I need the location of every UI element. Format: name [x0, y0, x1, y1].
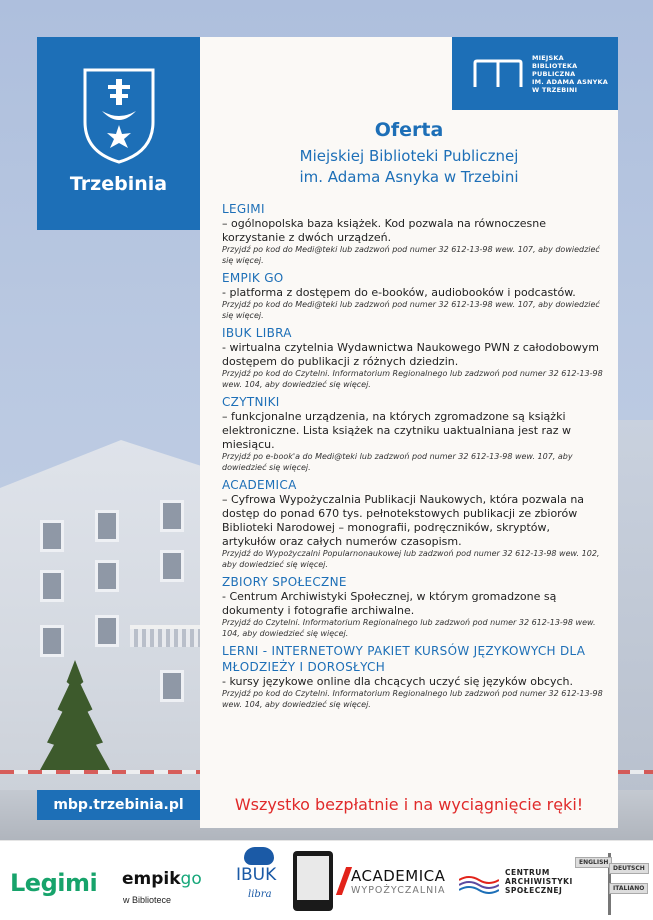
cas-line: ARCHIWISTYKI	[505, 877, 573, 886]
academica-label: ACADEMICA	[351, 867, 446, 885]
offer-note: Przyjdź do Czytelni. Informatorium Regionalnego lub zadzwoń pod numer 32 612-13-98 wew. 104, aby dowiedzieć się więcej.	[222, 618, 596, 638]
offer-lerni	[222, 643, 607, 710]
offer-description: - kursy językowe online dla chcących uczyć się języków obcych.	[222, 675, 574, 688]
page-subtitle-2: im. Adama Asnyka w Trzebini	[299, 168, 519, 186]
balcony	[130, 625, 200, 647]
language-signpost-icon	[575, 849, 647, 915]
offer-heading: LEGIMI	[222, 202, 265, 216]
offer-heading: ZBIORY SPOŁECZNE	[222, 575, 347, 589]
library-m-icon	[472, 59, 524, 89]
building-window	[160, 500, 184, 532]
sign-english: ENGLISH	[575, 857, 612, 868]
ibuk-libra-logo	[236, 847, 284, 907]
offer-heading: EMPIK GO	[222, 271, 284, 285]
partner-logos	[0, 840, 653, 920]
offer-heading: ACADEMICA	[222, 478, 297, 492]
building-window	[95, 615, 119, 647]
library-logo-line: BIBLIOTEKA	[532, 61, 578, 70]
ebook-reader-icon	[293, 851, 333, 911]
empik-go-logo	[122, 869, 202, 889]
waves-icon	[459, 874, 499, 894]
ibuk-label: IBUK	[236, 865, 277, 885]
library-logo-line: W TRZEBINI	[532, 85, 578, 94]
empik-label: empik	[122, 869, 181, 889]
offer-note: Przyjdź po e-book'a do Medi@teki lub zadzwoń pod numer 32 612-13-98 wew. 107, aby dowiedzieć się więcej.	[222, 452, 573, 472]
offer-note: Przyjdź po kod do Czytelni. Informatorium Regionalnego lub zadzwoń pod numer 32 612-13-98 wew. 104, aby dowiedzieć się więcej.	[222, 369, 603, 389]
website-url[interactable]: mbp.trzebinia.pl	[37, 790, 200, 820]
building-window	[40, 625, 64, 657]
academica-logo	[343, 867, 453, 896]
page-title: Oferta	[374, 119, 444, 141]
cas-text	[505, 868, 573, 895]
building-window	[160, 670, 184, 702]
slogan: Wszystko bezpłatnie i na wyciągnięcie ręki!	[234, 795, 584, 814]
city-logo	[37, 37, 200, 230]
offer-note: Przyjdź po kod do Medi@teki lub zadzwoń pod numer 32 612-13-98 wew. 107, aby dowiedzieć się więcej.	[222, 300, 600, 320]
offer-heading: LERNI - INTERNETOWY PAKIET KURSÓW JĘZYKOWYCH DLA MŁODZIEŻY I DOROSŁYCH	[222, 644, 586, 674]
offer-heading: IBUK LIBRA	[222, 326, 292, 340]
offer-heading: CZYTNIKI	[222, 395, 280, 409]
city-name: Trzebinia	[69, 173, 168, 195]
building-window	[40, 570, 64, 602]
offer-list	[222, 201, 607, 714]
building-window	[160, 550, 184, 582]
sign-italiano: ITALIANO	[609, 883, 648, 894]
reader-screen	[297, 856, 329, 900]
library-logo	[452, 37, 618, 110]
offer-ibuk-libra	[222, 325, 607, 390]
building-window	[95, 560, 119, 592]
building-window	[95, 510, 119, 542]
legimi-logo: Legimi	[10, 869, 98, 897]
cas-line: CENTRUM	[505, 868, 550, 877]
cloud-icon	[244, 847, 274, 865]
offer-czytniki	[222, 394, 607, 473]
offer-empik-go	[222, 270, 607, 321]
library-logo-line: IM. ADAMA ASNYKA	[532, 77, 608, 86]
offer-note: Przyjdź po kod do Czytelni. Informatorium Regionalnego lub zadzwoń pod numer 32 612-13-98 wew. 104, aby dowiedzieć się więcej.	[222, 689, 603, 709]
offer-note: Przyjdź do Wypożyczalni Popularnonaukowej lub zadzwoń pod numer 32 612-13-98 wew. 102, aby dowiedzieć się więcej.	[222, 549, 600, 569]
offer-description: - Centrum Archiwistyki Społecznej, w którym gromadzone są dokumenty i fotografie archiwalne.	[222, 590, 557, 617]
offer-note: Przyjdź po kod do Medi@teki lub zadzwoń pod numer 32 612-13-98 wew. 107, aby dowiedzieć się więcej.	[222, 245, 600, 265]
offer-legimi	[222, 201, 607, 266]
cas-line: SPOŁECZNEJ	[505, 886, 563, 895]
page-subtitle-1: Miejskiej Biblioteki Publicznej	[299, 147, 519, 165]
sign-deutsch: DEUTSCH	[609, 863, 649, 874]
offer-description: – Cyfrowa Wypożyczalnia Publikacji Naukowych, która pozwala na dostęp do ponad 670 tys. pełnotekstowych publikacji ze zbiorów Biblioteki Narodowej – monografii, podręczników, skryptów, artykułów oraz całych numerów czasopism.	[222, 493, 585, 548]
libra-label: libra	[248, 889, 272, 900]
offer-academica	[222, 477, 607, 570]
coat-of-arms-icon	[82, 67, 156, 165]
building-window	[40, 520, 64, 552]
library-logo-line: MIEJSKA	[532, 53, 564, 62]
library-logo-line: PUBLICZNA	[532, 69, 576, 78]
academica-sublabel: WYPOŻYCZALNIA	[351, 885, 446, 896]
offer-zbiory-spoleczne	[222, 574, 607, 639]
offer-description: – ogólnopolska baza książek. Kod pozwala na równoczesne korzystanie z dwóch urządzeń.	[222, 217, 547, 244]
offer-description: – funkcjonalne urządzenia, na których zgromadzone są książki elektroniczne. Lista książek na czytniku uaktualniana jest raz w miesiącu.	[222, 410, 572, 451]
library-logo-text	[532, 54, 608, 94]
empik-subtitle: w Bibliotece	[123, 895, 172, 905]
offer-description: - platforma z dostępem do e-booków, audiobooków i podcastów.	[222, 286, 576, 299]
go-label: go	[180, 869, 202, 889]
offer-description: - wirtualna czytelnia Wydawnictwa Naukowego PWN z całodobowym dostępem do publikacji z różnych dziedzin.	[222, 341, 600, 368]
offer-panel	[200, 37, 618, 828]
